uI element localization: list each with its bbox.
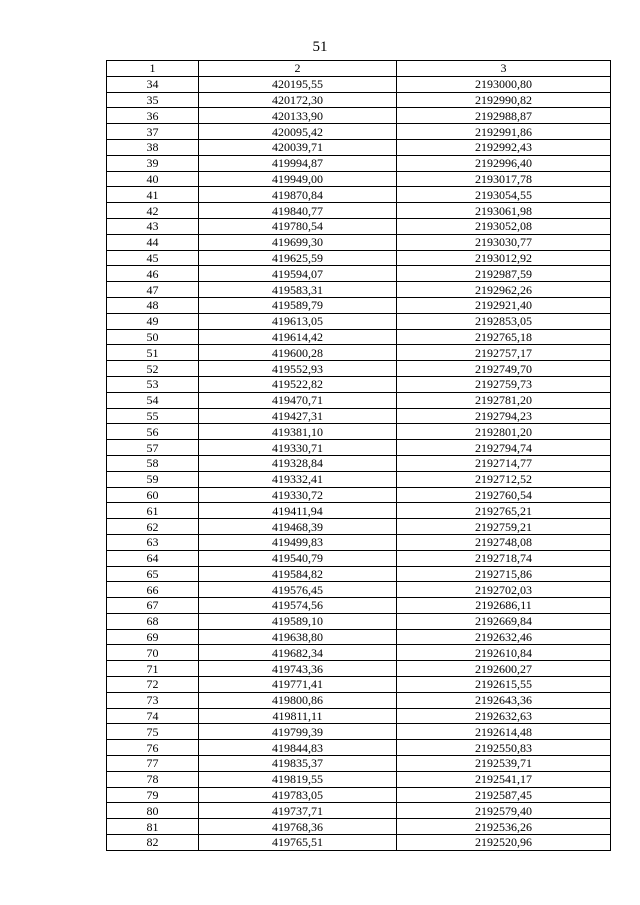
y-coordinate-cell: 2193061,98 [397, 203, 611, 219]
x-coordinate-cell: 419780,54 [199, 218, 397, 234]
y-coordinate-cell: 2192990,82 [397, 92, 611, 108]
point-number-cell: 47 [107, 282, 199, 298]
x-coordinate-cell: 419330,71 [199, 440, 397, 456]
x-coordinate-cell: 419499,83 [199, 534, 397, 550]
table-row [107, 503, 611, 519]
y-coordinate-cell: 2192587,45 [397, 787, 611, 803]
x-coordinate-cell: 419844,83 [199, 740, 397, 756]
x-coordinate-cell: 420172,30 [199, 92, 397, 108]
y-coordinate-cell: 2192550,83 [397, 740, 611, 756]
x-coordinate-cell: 420133,90 [199, 108, 397, 124]
y-coordinate-cell: 2192718,74 [397, 550, 611, 566]
point-number-cell: 70 [107, 645, 199, 661]
point-number-cell: 39 [107, 155, 199, 171]
point-number-cell: 62 [107, 519, 199, 535]
x-coordinate-cell: 419819,55 [199, 771, 397, 787]
table-row [107, 724, 611, 740]
y-coordinate-cell: 2192712,52 [397, 471, 611, 487]
x-coordinate-cell: 419811,11 [199, 708, 397, 724]
y-coordinate-cell: 2192714,77 [397, 455, 611, 471]
x-coordinate-cell: 419600,28 [199, 345, 397, 361]
point-number-cell: 66 [107, 582, 199, 598]
y-coordinate-cell: 2192748,08 [397, 534, 611, 550]
table-row [107, 629, 611, 645]
x-coordinate-cell: 419870,84 [199, 187, 397, 203]
table-row [107, 534, 611, 550]
y-coordinate-cell: 2192520,96 [397, 835, 611, 851]
y-coordinate-cell: 2192669,84 [397, 613, 611, 629]
y-coordinate-cell: 2192794,74 [397, 440, 611, 456]
table-row [107, 740, 611, 756]
table-row [107, 234, 611, 250]
x-coordinate-cell: 419613,05 [199, 313, 397, 329]
table-row [107, 76, 611, 92]
x-coordinate-cell: 419682,34 [199, 645, 397, 661]
x-coordinate-cell: 419768,36 [199, 819, 397, 835]
point-number-cell: 55 [107, 408, 199, 424]
y-coordinate-cell: 2193054,55 [397, 187, 611, 203]
y-coordinate-cell: 2192921,40 [397, 297, 611, 313]
table-row [107, 203, 611, 219]
point-number-cell: 71 [107, 661, 199, 677]
y-coordinate-cell: 2192853,05 [397, 313, 611, 329]
y-coordinate-cell: 2193030,77 [397, 234, 611, 250]
header-cell-point-number: 1 [107, 61, 199, 77]
x-coordinate-cell: 419743,36 [199, 661, 397, 677]
x-coordinate-cell: 419552,93 [199, 361, 397, 377]
table-row [107, 582, 611, 598]
table-row [107, 266, 611, 282]
header-cell-x-coordinate: 2 [199, 61, 397, 77]
point-number-cell: 40 [107, 171, 199, 187]
table-row [107, 519, 611, 535]
x-coordinate-cell: 419994,87 [199, 155, 397, 171]
point-number-cell: 78 [107, 771, 199, 787]
y-coordinate-cell: 2192988,87 [397, 108, 611, 124]
table-row [107, 803, 611, 819]
table-row [107, 471, 611, 487]
point-number-cell: 51 [107, 345, 199, 361]
point-number-cell: 34 [107, 76, 199, 92]
x-coordinate-cell: 419330,72 [199, 487, 397, 503]
x-coordinate-cell: 419800,86 [199, 692, 397, 708]
y-coordinate-cell: 2192715,86 [397, 566, 611, 582]
table-row [107, 297, 611, 313]
x-coordinate-cell: 420039,71 [199, 139, 397, 155]
table-row [107, 598, 611, 614]
y-coordinate-cell: 2192759,21 [397, 519, 611, 535]
y-coordinate-cell: 2192600,27 [397, 661, 611, 677]
table-row [107, 92, 611, 108]
x-coordinate-cell: 419614,42 [199, 329, 397, 345]
point-number-cell: 43 [107, 218, 199, 234]
x-coordinate-cell: 419468,39 [199, 519, 397, 535]
point-number-cell: 49 [107, 313, 199, 329]
point-number-cell: 58 [107, 455, 199, 471]
point-number-cell: 50 [107, 329, 199, 345]
table-row [107, 440, 611, 456]
y-coordinate-cell: 2192749,70 [397, 361, 611, 377]
x-coordinate-cell: 419594,07 [199, 266, 397, 282]
table-row [107, 124, 611, 140]
point-number-cell: 69 [107, 629, 199, 645]
table-row [107, 645, 611, 661]
table-row [107, 771, 611, 787]
table-row [107, 835, 611, 851]
point-number-cell: 59 [107, 471, 199, 487]
point-number-cell: 35 [107, 92, 199, 108]
x-coordinate-cell: 420095,42 [199, 124, 397, 140]
point-number-cell: 72 [107, 677, 199, 693]
y-coordinate-cell: 2192632,63 [397, 708, 611, 724]
point-number-cell: 77 [107, 756, 199, 772]
point-number-cell: 52 [107, 361, 199, 377]
point-number-cell: 46 [107, 266, 199, 282]
y-coordinate-cell: 2192987,59 [397, 266, 611, 282]
point-number-cell: 60 [107, 487, 199, 503]
coordinates-table [106, 60, 611, 851]
table-row [107, 455, 611, 471]
y-coordinate-cell: 2193012,92 [397, 250, 611, 266]
y-coordinate-cell: 2192781,20 [397, 392, 611, 408]
y-coordinate-cell: 2193017,78 [397, 171, 611, 187]
table-row [107, 408, 611, 424]
table-row [107, 218, 611, 234]
table-row [107, 345, 611, 361]
point-number-cell: 61 [107, 503, 199, 519]
table-row [107, 566, 611, 582]
table-row [107, 171, 611, 187]
y-coordinate-cell: 2193052,08 [397, 218, 611, 234]
y-coordinate-cell: 2192757,17 [397, 345, 611, 361]
table-body [107, 76, 611, 850]
x-coordinate-cell: 419584,82 [199, 566, 397, 582]
point-number-cell: 68 [107, 613, 199, 629]
point-number-cell: 76 [107, 740, 199, 756]
table-row [107, 155, 611, 171]
y-coordinate-cell: 2192801,20 [397, 424, 611, 440]
x-coordinate-cell: 419737,71 [199, 803, 397, 819]
x-coordinate-cell: 419522,82 [199, 376, 397, 392]
x-coordinate-cell: 419799,39 [199, 724, 397, 740]
point-number-cell: 65 [107, 566, 199, 582]
table-row [107, 819, 611, 835]
y-coordinate-cell: 2193000,80 [397, 76, 611, 92]
x-coordinate-cell: 419699,30 [199, 234, 397, 250]
x-coordinate-cell: 419840,77 [199, 203, 397, 219]
table-row [107, 692, 611, 708]
header-cell-y-coordinate: 3 [397, 61, 611, 77]
point-number-cell: 79 [107, 787, 199, 803]
table-row [107, 392, 611, 408]
y-coordinate-cell: 2192579,40 [397, 803, 611, 819]
y-coordinate-cell: 2192643,36 [397, 692, 611, 708]
table-row [107, 313, 611, 329]
x-coordinate-cell: 420195,55 [199, 76, 397, 92]
point-number-cell: 48 [107, 297, 199, 313]
table-header-row [107, 61, 611, 77]
table-row [107, 361, 611, 377]
point-number-cell: 37 [107, 124, 199, 140]
x-coordinate-cell: 419470,71 [199, 392, 397, 408]
table-row [107, 787, 611, 803]
x-coordinate-cell: 419949,00 [199, 171, 397, 187]
point-number-cell: 53 [107, 376, 199, 392]
table-row [107, 376, 611, 392]
table-row [107, 329, 611, 345]
point-number-cell: 44 [107, 234, 199, 250]
y-coordinate-cell: 2192541,17 [397, 771, 611, 787]
y-coordinate-cell: 2192794,23 [397, 408, 611, 424]
table-row [107, 282, 611, 298]
table-row [107, 108, 611, 124]
y-coordinate-cell: 2192765,18 [397, 329, 611, 345]
y-coordinate-cell: 2192991,86 [397, 124, 611, 140]
y-coordinate-cell: 2192996,40 [397, 155, 611, 171]
table-row [107, 708, 611, 724]
point-number-cell: 80 [107, 803, 199, 819]
y-coordinate-cell: 2192614,48 [397, 724, 611, 740]
table-row [107, 139, 611, 155]
x-coordinate-cell: 419427,31 [199, 408, 397, 424]
x-coordinate-cell: 419328,84 [199, 455, 397, 471]
table-row [107, 250, 611, 266]
point-number-cell: 81 [107, 819, 199, 835]
table-row [107, 487, 611, 503]
point-number-cell: 45 [107, 250, 199, 266]
table-row [107, 613, 611, 629]
table-row [107, 187, 611, 203]
point-number-cell: 38 [107, 139, 199, 155]
x-coordinate-cell: 419765,51 [199, 835, 397, 851]
x-coordinate-cell: 419332,41 [199, 471, 397, 487]
x-coordinate-cell: 419589,10 [199, 613, 397, 629]
x-coordinate-cell: 419771,41 [199, 677, 397, 693]
point-number-cell: 67 [107, 598, 199, 614]
point-number-cell: 56 [107, 424, 199, 440]
x-coordinate-cell: 419835,37 [199, 756, 397, 772]
y-coordinate-cell: 2192615,55 [397, 677, 611, 693]
x-coordinate-cell: 419576,45 [199, 582, 397, 598]
x-coordinate-cell: 419638,80 [199, 629, 397, 645]
x-coordinate-cell: 419583,31 [199, 282, 397, 298]
table-row [107, 550, 611, 566]
table-row [107, 756, 611, 772]
point-number-cell: 73 [107, 692, 199, 708]
y-coordinate-cell: 2192962,26 [397, 282, 611, 298]
point-number-cell: 42 [107, 203, 199, 219]
point-number-cell: 74 [107, 708, 199, 724]
y-coordinate-cell: 2192686,11 [397, 598, 611, 614]
table-row [107, 677, 611, 693]
point-number-cell: 64 [107, 550, 199, 566]
x-coordinate-cell: 419589,79 [199, 297, 397, 313]
point-number-cell: 63 [107, 534, 199, 550]
point-number-cell: 75 [107, 724, 199, 740]
y-coordinate-cell: 2192760,54 [397, 487, 611, 503]
y-coordinate-cell: 2192539,71 [397, 756, 611, 772]
y-coordinate-cell: 2192610,84 [397, 645, 611, 661]
x-coordinate-cell: 419625,59 [199, 250, 397, 266]
point-number-cell: 36 [107, 108, 199, 124]
point-number-cell: 41 [107, 187, 199, 203]
point-number-cell: 57 [107, 440, 199, 456]
y-coordinate-cell: 2192765,21 [397, 503, 611, 519]
x-coordinate-cell: 419381,10 [199, 424, 397, 440]
table-row [107, 661, 611, 677]
y-coordinate-cell: 2192702,03 [397, 582, 611, 598]
point-number-cell: 82 [107, 835, 199, 851]
x-coordinate-cell: 419540,79 [199, 550, 397, 566]
y-coordinate-cell: 2192759,73 [397, 376, 611, 392]
x-coordinate-cell: 419574,56 [199, 598, 397, 614]
y-coordinate-cell: 2192632,46 [397, 629, 611, 645]
page-number: 51 [312, 39, 328, 55]
table-row [107, 424, 611, 440]
y-coordinate-cell: 2192536,26 [397, 819, 611, 835]
point-number-cell: 54 [107, 392, 199, 408]
y-coordinate-cell: 2192992,43 [397, 139, 611, 155]
x-coordinate-cell: 419411,94 [199, 503, 397, 519]
x-coordinate-cell: 419783,05 [199, 787, 397, 803]
